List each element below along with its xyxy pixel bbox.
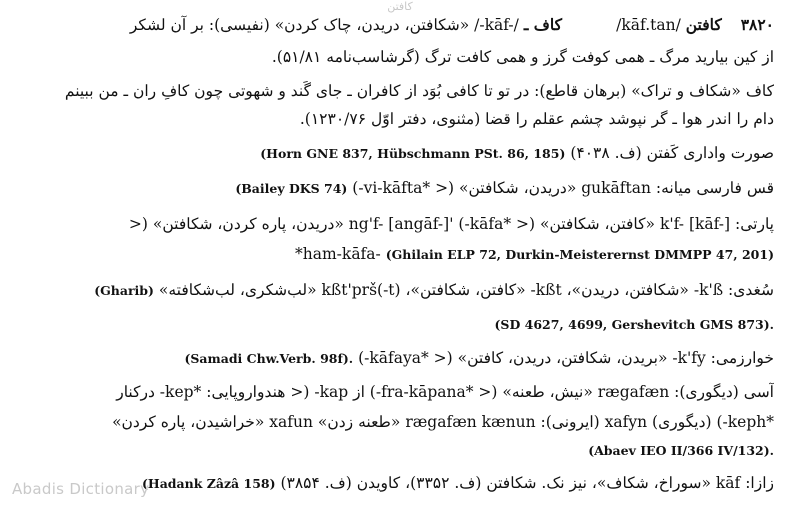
text-line: از کین بیارید مرگ ـ همی کوفت گرز و همی کافت ترگ (گرشاسب‌نامه ۵۱/۸۱). — [271, 48, 774, 66]
text-segment: *ham-kāfa- — [295, 245, 381, 263]
entry-headword: کافتن — [685, 15, 722, 34]
text-line: آسی (دیگوری): rægafæn «نیش، طعنه» (< *fra-kāpana-) از kap- (< هندواروپایی: *kep- درکنار — [116, 383, 774, 401]
text-line: *keph-) (دیگوری) xafyn (ایرونی): rægafæn kænun «طعنه زدن» xafun «خراشیدن، پاره کردن» — [112, 413, 774, 431]
text-line: پارتی: k'f- [kāf-] «کافتن، شکافتن» (< *kāfa-) 'ng'f- [angāf-] «دریدن، پاره کردن، شکافتن» (< — [128, 215, 774, 233]
reference: (Ghilain ELP 72, Durkin-Meisterernst DMMPP 47, 201) — [385, 247, 774, 262]
text-line — [12, 140, 774, 166]
text-line: دام را اندر هوا ـ گر نپوشد چشم عقلم را قضا (مثنوی، دفتر اوّل ۱۲۳۰/۷۶). — [299, 110, 774, 128]
text-line — [12, 241, 774, 267]
entry-stem-translit: /-kāf-/ — [474, 16, 519, 34]
text-segment: خوارزمی: k'fy- «بریدن، شکافتن، دریدن، کافتن» (< *kāfaya-) — [358, 349, 774, 367]
entry-stem: کاف ـ — [523, 15, 562, 34]
text-line — [12, 311, 774, 337]
reference: (SD 4627, 4699, Gershevitch GMS 873). — [494, 317, 774, 332]
text-line — [12, 437, 774, 463]
entry-header-line — [12, 12, 774, 38]
text-line — [12, 175, 774, 201]
reference: (Abaev IEO II/366 IV/132). — [588, 443, 774, 458]
text-segment: قس فارسی میانه: gukāftan «دریدن، شکافتن» (< *vi-kāfta-) — [352, 179, 774, 197]
text-line — [12, 345, 774, 371]
text-segment: صورت واداری کَفتن (ف. ۴۰۳۸) — [570, 144, 774, 162]
reference: (Gharib) — [94, 283, 154, 298]
entry-number: ۳۸۲۰ — [740, 15, 774, 34]
entry-headword-translit: /kāf.tan/ — [616, 16, 681, 34]
text-segment: زازا: kāf «سوراخ، شکاف»، نیز نک. شکافتن (ف. ۳۳۵۲)، کاویدن (ف. ۳۸۵۴) — [280, 474, 774, 492]
reference: (Horn GNE 837, Hübschmann PSt. 86, 185) — [260, 146, 566, 161]
text-segment: سُغدی: k'ß- «شکافتن، دریدن»، kßt- «کافتن، شکافتن»، kßt'prš(-t) «لب‌شکری، لب‌شکافته» — [158, 281, 774, 299]
text-line — [12, 277, 774, 303]
text-line: کاف «شکاف و تراک» (برهان قاطع): در تو تا کافی بُوَد از کافران ـ جای گَند و شهوتی چون کافِ ران ـ من ببینم — [64, 82, 774, 100]
top-watermark: کافتن — [387, 0, 413, 13]
site-watermark: Abadis Dictionary — [12, 480, 150, 498]
reference: (Hadank Zâzâ 158) — [141, 476, 276, 491]
entry-definition: «شکافتن، دریدن، چاک کردن» (نفیسی): بر آن لشکر — [129, 16, 470, 34]
reference: (Bailey DKS 74) — [235, 181, 348, 196]
reference: (Samadi Chw.Verb. 98f). — [184, 351, 354, 366]
